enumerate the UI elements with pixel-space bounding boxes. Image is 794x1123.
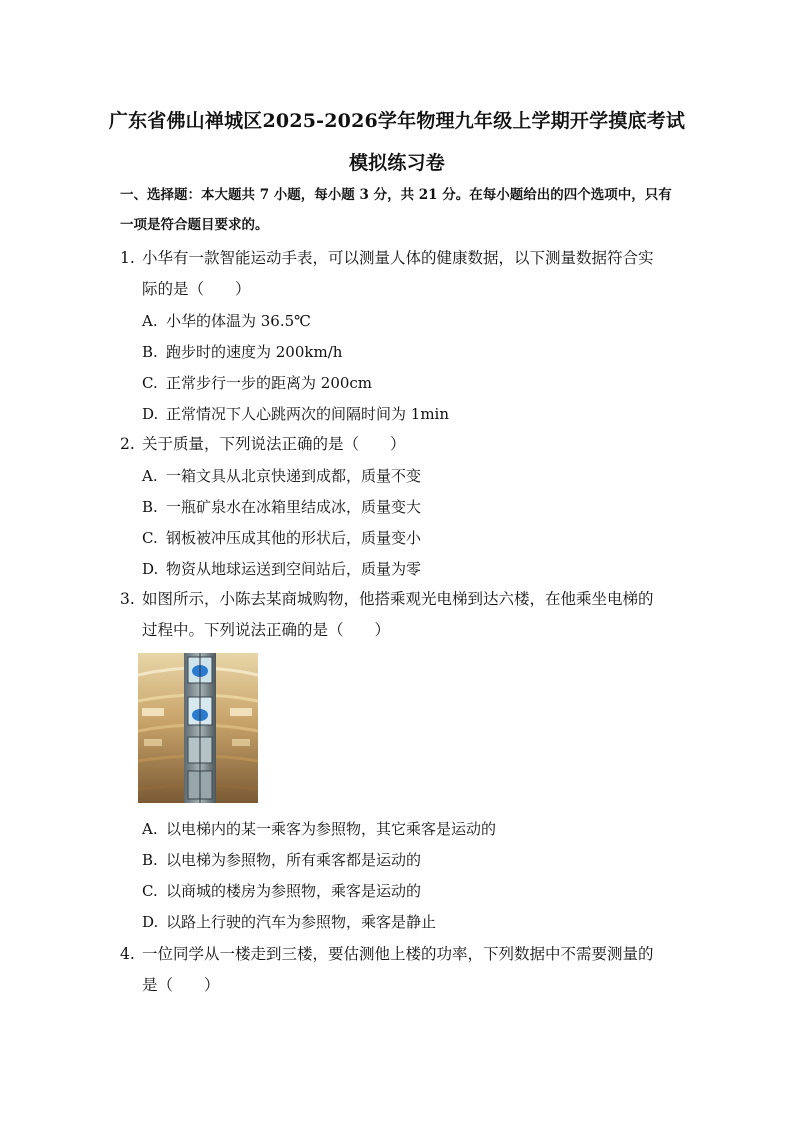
option-1c — [142, 373, 372, 393]
option-label: D. — [142, 560, 159, 578]
option-2a — [142, 466, 421, 486]
question-stem: 关于质量，下列说法正确的是（ ） — [142, 435, 406, 453]
option-text: 一瓶矿泉水在冰箱里结成冰，质量变大 — [166, 498, 422, 516]
option-label: A. — [142, 820, 158, 838]
option-text: 钢板被冲压成其他的形状后，质量变小 — [166, 529, 422, 547]
option-label: D. — [142, 405, 159, 423]
option-label: D. — [142, 913, 159, 931]
option-3c — [142, 881, 421, 901]
option-label: B. — [142, 343, 158, 361]
option-text: 一箱文具从北京快递到成都，质量不变 — [166, 467, 422, 485]
question-number: 1. — [120, 249, 135, 267]
option-label: C. — [142, 882, 158, 900]
option-2d — [142, 559, 421, 579]
question-1 — [120, 243, 685, 305]
option-text: 以电梯内的某一乘客为参照物，其它乘客是运动的 — [166, 820, 497, 838]
option-label: A. — [142, 312, 158, 330]
question-stem-continued: 过程中。下列说法正确的是（ ） — [142, 621, 391, 639]
option-label: A. — [142, 467, 158, 485]
title-line-2: 模拟练习卷 — [348, 152, 445, 174]
question-stem-continued: 际的是（ ） — [142, 280, 251, 298]
option-3a — [142, 819, 496, 839]
option-1a — [142, 311, 311, 331]
section-heading-line-1: 一、选择题：本大题共 7 小题，每小题 3 分，共 21 分。在每小题给出的四个选项中，只有 — [120, 187, 672, 203]
option-label: C. — [142, 374, 158, 392]
option-3d — [142, 912, 436, 932]
option-2b — [142, 497, 421, 517]
question-2 — [120, 429, 685, 460]
option-label: B. — [142, 851, 158, 869]
option-text: 以路上行驶的汽车为参照物，乘客是静止 — [166, 913, 437, 931]
section-heading — [120, 180, 680, 240]
option-label: C. — [142, 529, 158, 547]
option-text: 物资从地球运送到空间站后，质量为零 — [166, 560, 422, 578]
option-text: 以商城的楼房为参照物，乘客是运动的 — [166, 882, 422, 900]
section-heading-line-2: 一项是符合题目要求的。 — [120, 217, 269, 233]
option-1d — [142, 404, 449, 424]
option-text: 跑步时的速度为 200km/h — [166, 343, 343, 361]
option-1b — [142, 342, 342, 362]
question-number: 4. — [120, 945, 135, 963]
question-stem: 如图所示，小陈去某商城购物，他搭乘观光电梯到达六楼，在他乘坐电梯的 — [142, 590, 654, 608]
question-number: 2. — [120, 435, 135, 453]
option-3b — [142, 850, 421, 870]
question-3 — [120, 584, 685, 646]
title-line-1: 广东省佛山禅城区2025-2026学年物理九年级上学期开学摸底考试 — [108, 110, 686, 132]
mall-elevator-photo — [138, 653, 258, 803]
question-stem: 一位同学从一楼走到三楼，要估测他上楼的功率，下列数据中不需要测量的 — [142, 945, 654, 963]
question-number: 3. — [120, 590, 135, 608]
option-text: 正常情况下人心跳两次的间隔时间为 1min — [166, 405, 449, 423]
option-text: 以电梯为参照物，所有乘客都是运动的 — [166, 851, 422, 869]
option-text: 小华的体温为 36.5℃ — [166, 312, 311, 330]
option-text: 正常步行一步的距离为 200cm — [166, 374, 373, 392]
question-stem-continued: 是（ ） — [142, 976, 220, 994]
option-label: B. — [142, 498, 158, 516]
option-2c — [142, 528, 421, 548]
question-4 — [120, 939, 685, 1001]
question-stem: 小华有一款智能运动手表，可以测量人体的健康数据，以下测量数据符合实 — [142, 249, 654, 267]
